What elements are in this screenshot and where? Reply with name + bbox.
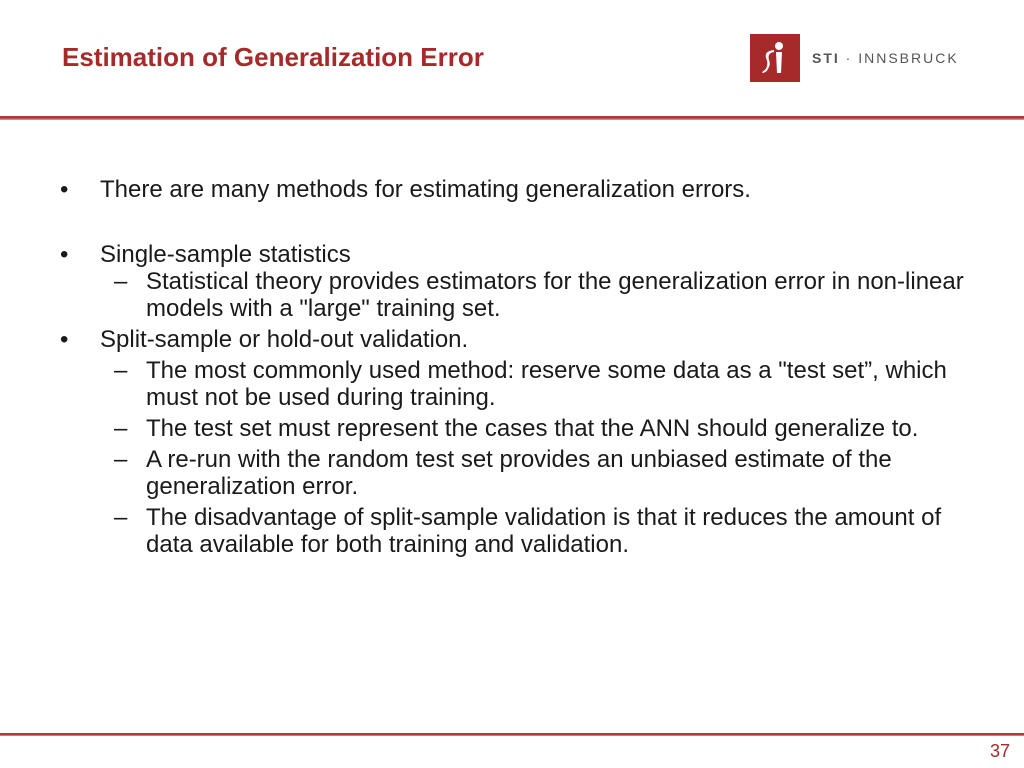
- sub-bullet-marker: –: [114, 415, 128, 442]
- sub-bullet-text: A re-run with the random test set provides an unbiased estimate of the generalization error.: [146, 446, 892, 500]
- sub-bullet-item: [58, 357, 968, 411]
- bullet-text: Split-sample or hold-out validation.: [100, 326, 469, 353]
- sti-logo-icon: [750, 34, 800, 82]
- sub-bullet-text: The disadvantage of split-sample validation is that it reduces the amount of data available for both training and validation.: [146, 504, 942, 558]
- slide-body: [58, 176, 968, 558]
- bullet-item: [58, 176, 968, 203]
- logo-brand-rest: INNSBRUCK: [858, 50, 959, 66]
- logo-separator: ·: [845, 50, 853, 66]
- sub-bullet-marker: –: [114, 268, 128, 295]
- sub-bullet-marker: –: [114, 357, 128, 384]
- sti-innsbruck-logo: [750, 34, 959, 82]
- footer-divider: [0, 733, 1024, 736]
- sub-bullet-text: Statistical theory provides estimators for the generalization error in non-linear models with a "large" training set.: [146, 268, 964, 322]
- bullet-item: [58, 326, 968, 353]
- sub-bullet-item: [58, 504, 968, 558]
- logo-brand-bold: STI: [812, 50, 840, 66]
- sub-bullet-item: [58, 415, 968, 442]
- sub-bullet-marker: –: [114, 504, 128, 531]
- bullet-text: Single-sample statistics: [100, 241, 351, 268]
- logo-wordmark: [812, 50, 959, 66]
- bullet-marker: •: [60, 241, 69, 268]
- sub-bullet-marker: –: [114, 446, 128, 473]
- page-number: 37: [989, 741, 1010, 761]
- bullet-text: There are many methods for estimating generalization errors.: [100, 176, 751, 203]
- sub-bullet-item: [58, 268, 968, 322]
- bullet-marker: •: [60, 176, 69, 203]
- sub-bullet-text: The test set must represent the cases that the ANN should generalize to.: [146, 415, 919, 442]
- bullet-item: [58, 241, 968, 268]
- sub-bullet-text: The most commonly used method: reserve some data as a "test set”, which must not be used during training.: [146, 357, 947, 411]
- header-divider: [0, 116, 1024, 120]
- slide-title: Estimation of Generalization Error: [62, 42, 484, 72]
- bullet-marker: •: [60, 326, 69, 353]
- sub-bullet-item: [58, 446, 968, 500]
